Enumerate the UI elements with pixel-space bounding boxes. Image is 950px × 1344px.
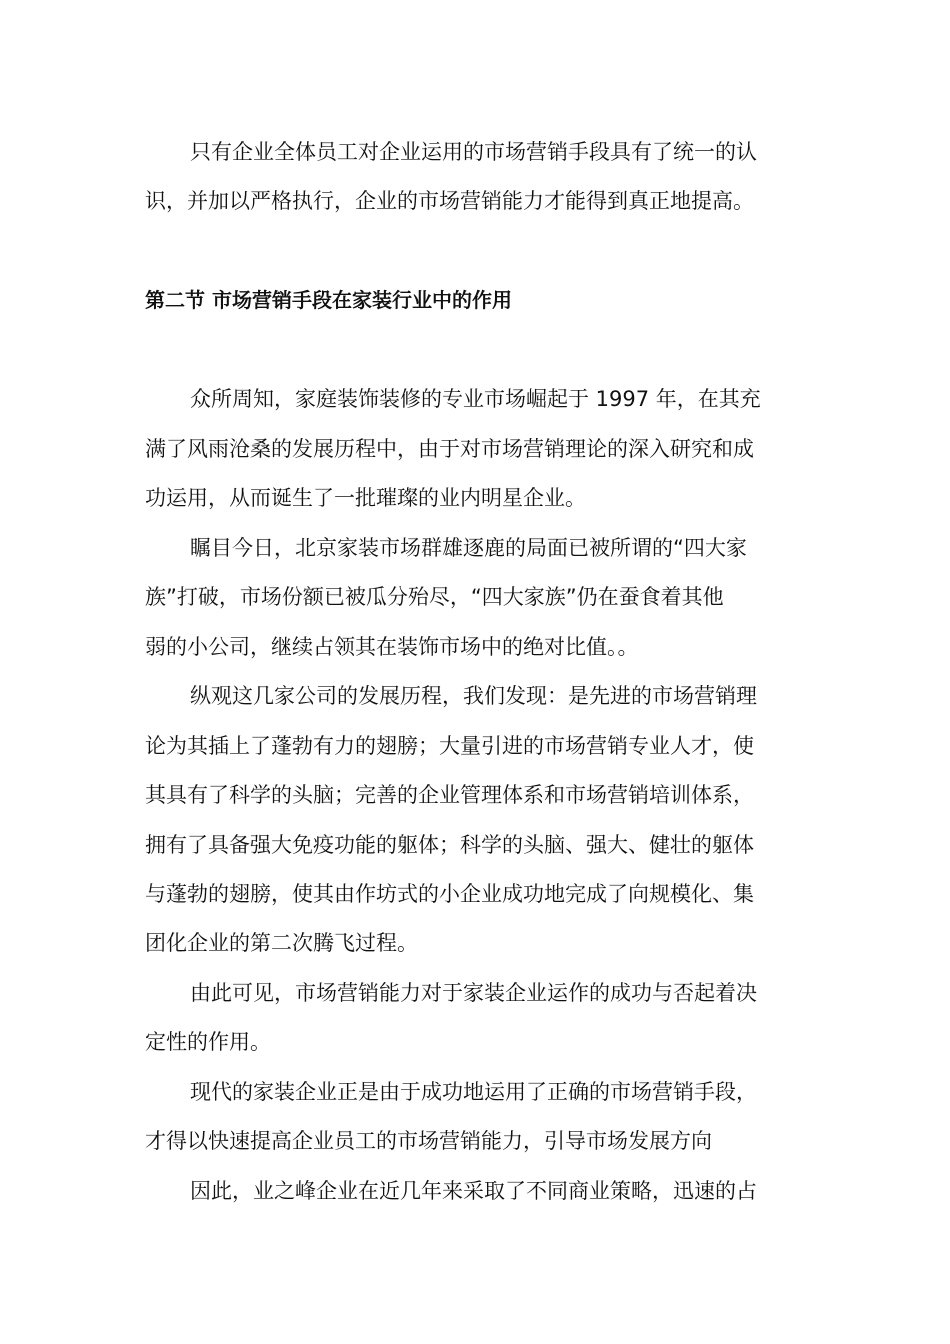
paragraph-line: 定性的作用。 — [145, 1030, 271, 1054]
paragraph-line: 因此，业之峰企业在近几年来采取了不同商业策略，迅速的占 — [190, 1179, 757, 1203]
paragraph-line: 族”打破，市场份额已被瓜分殆尽，“四大家族”仍在蚕食着其他 — [145, 585, 724, 609]
paragraph-line: 瞩目今日，北京家装市场群雄逐鹿的局面已被所谓的“四大家 — [190, 536, 747, 560]
paragraph-line: 识，并加以严格执行，企业的市场营销能力才能得到真正地提高。 — [145, 189, 754, 213]
paragraph-line: 纵观这几家公司的发展历程，我们发现：是先进的市场营销理 — [190, 684, 757, 708]
paragraph-line: 满了风雨沧桑的发展历程中，由于对市场营销理论的深入研究和成 — [145, 437, 754, 461]
paragraph-line: 拥有了具备强大免疫功能的躯体；科学的头脑、强大、健壮的躯体 — [145, 833, 754, 857]
paragraph-line: 弱的小公司，继续占领其在装饰市场中的绝对比值。。 — [145, 635, 639, 659]
paragraph-line: 众所周知，家庭装饰装修的专业市场崛起于 1997 年，在其充 — [190, 387, 761, 411]
section-heading: 第二节 市场营销手段在家装行业中的作用 — [145, 288, 512, 312]
paragraph-line: 团化企业的第二次腾飞过程。 — [145, 931, 418, 955]
paragraph-line: 由此可见，市场营销能力对于家装企业运作的成功与否起着决 — [190, 981, 757, 1005]
paragraph-line: 其具有了科学的头脑；完善的企业管理体系和市场营销培训体系， — [145, 783, 754, 807]
paragraph-line: 论为其插上了蓬勃有力的翅膀；大量引进的市场营销专业人才，使 — [145, 734, 754, 758]
paragraph-line: 与蓬勃的翅膀，使其由作坊式的小企业成功地完成了向规模化、集 — [145, 882, 754, 906]
paragraph-line: 现代的家装企业正是由于成功地运用了正确的市场营销手段， — [190, 1080, 757, 1104]
paragraph-line: 功运用，从而诞生了一批璀璨的业内明星企业。 — [145, 486, 586, 510]
paragraph-line: 才得以快速提高企业员工的市场营销能力，引导市场发展方向 — [145, 1129, 712, 1153]
paragraph-line: 只有企业全体员工对企业运用的市场营销手段具有了统一的认 — [190, 140, 757, 164]
